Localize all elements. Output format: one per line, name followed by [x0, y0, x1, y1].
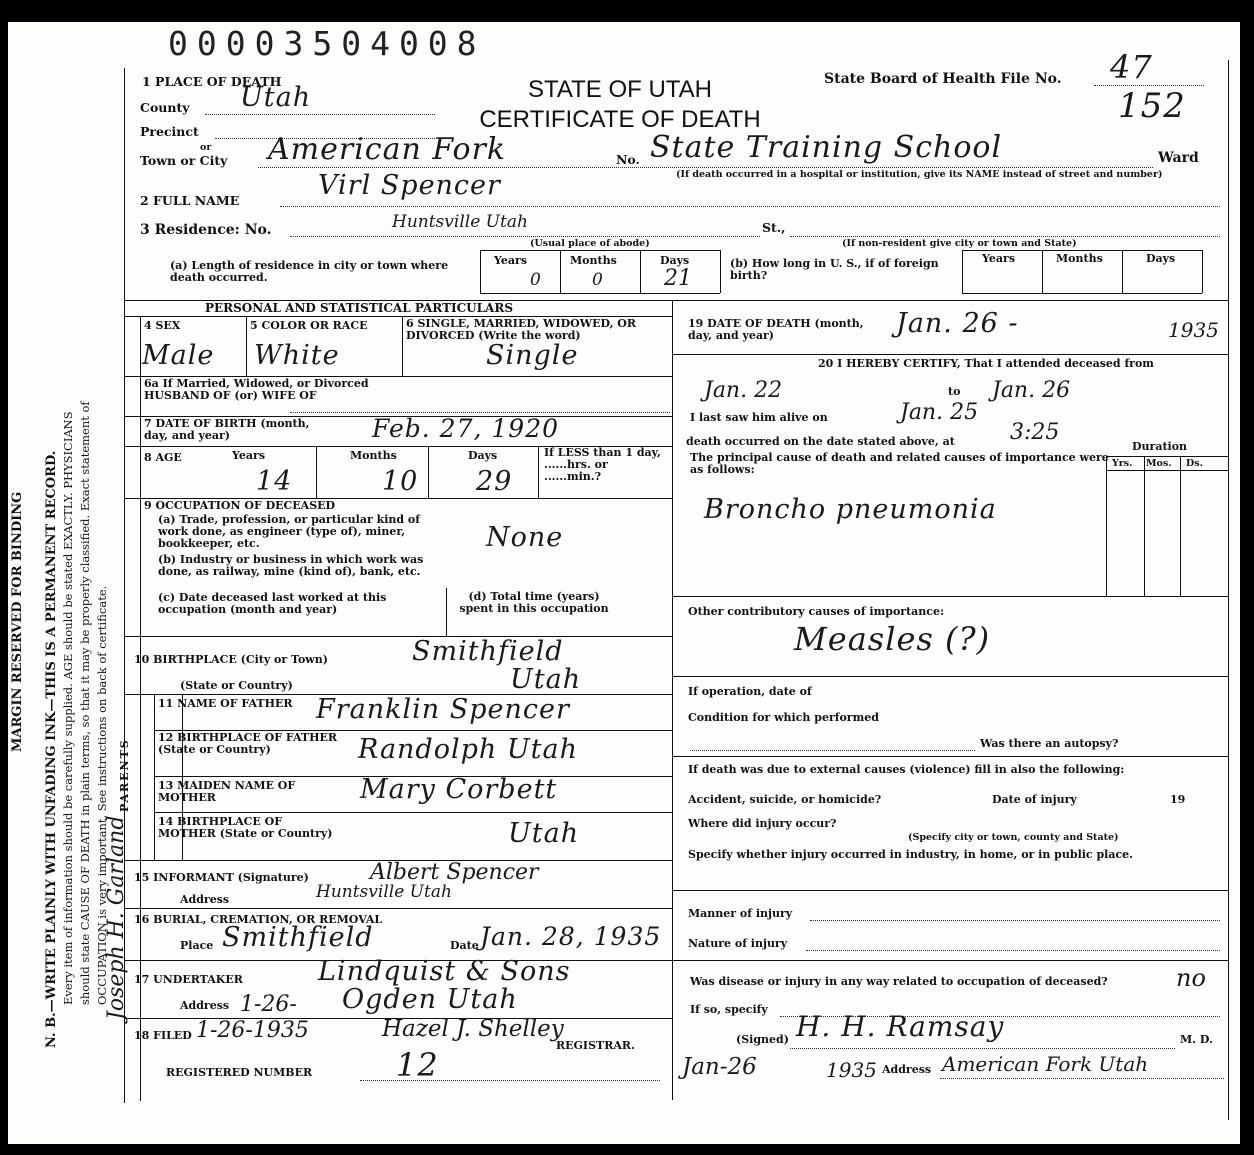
title-state: STATE OF UTAH	[528, 76, 712, 103]
residence-value: Huntsville Utah	[392, 212, 528, 232]
mother-birthplace-value: Utah	[508, 818, 580, 849]
birthplace-state-value: Utah	[510, 664, 582, 695]
registrar-signature: Hazel J. Shelley	[382, 1016, 564, 1042]
cause-value: Broncho pneumonia	[704, 494, 997, 525]
md-label: M. D.	[1180, 1033, 1213, 1046]
duration-mos-label: Mos.	[1146, 458, 1172, 469]
length-residence-label: (a) Length of residence in city or town where death occurred.	[170, 259, 449, 284]
undertaker-address-label: Address	[180, 999, 230, 1012]
hospital-note: (If death occurred in a hospital or institution, give its NAME instead of street and number)	[676, 169, 1163, 180]
filed-value: 1-26-1935	[196, 1018, 309, 1043]
registered-number-label: REGISTERED NUMBER	[166, 1066, 313, 1079]
attended-from-value: Jan. 22	[704, 378, 783, 403]
duration-label: Duration	[1132, 440, 1188, 453]
full-name-value: Virl Spencer	[318, 170, 501, 201]
birthplace-label: 10 BIRTHPLACE (City or Town)	[134, 653, 328, 666]
injury-place-label: Specify whether injury occurred in industry, in home, or in public place.	[688, 848, 1133, 861]
signature-address-value: American Fork Utah	[942, 1052, 1149, 1076]
us-years-label: Years	[982, 252, 1016, 265]
margin-note-line1: N. B.—WRITE PLAINLY WITH UNFADING INK—THIS IS A PERMANENT RECORD.	[44, 450, 59, 1048]
street-label: St.,	[762, 220, 786, 235]
undertaker-address-value: Ogden Utah	[342, 984, 518, 1015]
dob-label: 7 DATE OF BIRTH (month, day, and year)	[144, 417, 310, 442]
burial-date-value: Jan. 28, 1935	[480, 922, 662, 951]
accident-label: Accident, suicide, or homicide?	[688, 793, 882, 806]
res-days-value: 21	[664, 266, 692, 291]
informant-value: Albert Spencer	[370, 860, 539, 885]
occupation-d-label: (d) Total time (years) spent in this occupation	[459, 590, 609, 615]
date-of-death-year: 1935	[1168, 318, 1219, 342]
file-no-label: State Board of Health File No.	[824, 71, 1062, 87]
precinct-label: Precinct	[140, 124, 199, 139]
town-label: Town or City	[140, 153, 228, 168]
nature-label: Nature of injury	[688, 937, 788, 950]
usual-abode-note: (Usual place of abode)	[530, 238, 650, 249]
age-days-value: 29	[476, 466, 513, 497]
us-days-label: Days	[1146, 252, 1176, 265]
no-label: No.	[616, 152, 640, 167]
undertaker-address-date: 1-26-	[240, 992, 297, 1017]
town-value: American Fork	[268, 132, 507, 167]
condition-label: Condition for which performed	[688, 711, 879, 724]
occupation-c-label: (c) Date deceased last worked at this occupation (month and year)	[158, 591, 387, 616]
specify-location-note: (Specify city or town, county and State)	[908, 832, 1119, 843]
sex-value: Male	[142, 340, 215, 371]
occupation-a-label: (a) Trade, profession, or particular kind of work done, as engineer (type of), miner, bookkeeper, etc.	[158, 513, 420, 550]
mother-birthplace-label: 14 BIRTHPLACE OF MOTHER (State or Country)	[158, 815, 333, 840]
filed-label: 18 FILED	[134, 1029, 192, 1042]
signature-year: 1935	[826, 1058, 877, 1082]
margin-note-line3: should state CAUSE OF DEATH in plain terms, so that it may be properly classified. Exact statement of	[78, 401, 92, 1005]
attended-to-label: to	[948, 385, 961, 398]
father-birthplace-value: Randolph Utah	[358, 734, 578, 765]
occupation-label: 9 OCCUPATION OF DECEASED	[144, 499, 336, 512]
duration-ds-label: Ds.	[1186, 458, 1203, 469]
contributory-label: Other contributory causes of importance:	[688, 605, 945, 618]
mother-value: Mary Corbett	[360, 774, 558, 805]
ward-label: Ward	[1158, 150, 1199, 166]
res-years-value: 0	[530, 270, 541, 290]
marital-value: Single	[486, 340, 579, 371]
injury-date-label: Date of injury	[992, 793, 1077, 806]
external-causes-label: If death was due to external causes (violence) fill in also the following:	[688, 763, 1125, 776]
mother-label: 13 MAIDEN NAME OF MOTHER	[158, 779, 296, 804]
death-time-value: 3:25	[1010, 420, 1060, 445]
occupation-related-value: no	[1176, 964, 1206, 992]
father-birthplace-label: 12 BIRTHPLACE OF FATHER (State or Country)	[158, 731, 338, 756]
parents-label: PARENTS	[118, 738, 131, 812]
cause-label: The principal cause of death and related causes of importance were as follows:	[690, 451, 1109, 476]
frame-right	[1228, 60, 1229, 1120]
injury-year-prefix: 19	[1170, 793, 1186, 806]
color-value: White	[254, 340, 340, 371]
serial-number: 00003504008	[168, 24, 486, 63]
res-days-label: Days	[660, 254, 690, 267]
or-label: or	[200, 142, 212, 153]
margin-note-line2: Every item of information should be carefully supplied. AGE should be stated EXACTLY. PHYSICIANS	[61, 411, 75, 1005]
margin-note-line4: OCCUPATION is very important. See instructions on back of certificate.	[95, 585, 109, 1005]
registrar-label: REGISTRAR.	[556, 1039, 635, 1052]
death-occurred-label: death occurred on the date stated above, at	[686, 435, 955, 448]
nonresident-note: (If non-resident give city or town and State)	[842, 238, 1077, 249]
informant-address-label: Address	[180, 893, 230, 906]
sex-label: 4 SEX	[144, 319, 181, 332]
marital-label: 6 SINGLE, MARRIED, WIDOWED, OR DIVORCED (Write the word)	[406, 317, 637, 342]
institution-value: State Training School	[650, 130, 1003, 165]
res-months-value: 0	[592, 270, 603, 290]
burial-place-label: Place	[180, 939, 214, 952]
age-days-label: Days	[468, 449, 498, 462]
attended-to-value: Jan. 26	[992, 378, 1071, 403]
spouse-label: 6a If Married, Widowed, or Divorced HUSBAND OF (or) WIFE OF	[144, 377, 369, 402]
manner-label: Manner of injury	[688, 907, 793, 920]
age-months-label: Months	[350, 449, 397, 462]
signed-label: (Signed)	[736, 1033, 789, 1046]
father-label: 11 NAME OF FATHER	[158, 697, 293, 710]
signature-address-label: Address	[882, 1063, 932, 1076]
less-than-label: If LESS than 1 day, ......hrs. or ......min.?	[544, 446, 661, 483]
age-years-label: Years	[232, 449, 266, 462]
file-no-top: 47	[1110, 48, 1153, 86]
occupation-b-label: (b) Industry or business in which work was done, as railway, mine (kind of), bank, etc.	[158, 553, 424, 578]
column-divider	[672, 300, 673, 1100]
burial-place-value: Smithfield	[222, 922, 374, 953]
us-length-label: (b) How long in U. S., if of foreign birth?	[730, 257, 939, 282]
margin-signature: Joseph H. Garland	[104, 815, 129, 1020]
occupation-related-label: Was disease or injury in any way related to occupation of deceased?	[690, 975, 1108, 988]
margin-binding-text: MARGIN RESERVED FOR BINDING	[10, 491, 25, 752]
county-label: County	[140, 100, 190, 115]
birthplace-city-value: Smithfield	[412, 636, 564, 667]
undertaker-label: 17 UNDERTAKER	[134, 973, 243, 986]
age-months-value: 10	[382, 466, 419, 497]
informant-address-value: Huntsville Utah	[316, 882, 452, 902]
res-years-label: Years	[494, 254, 528, 267]
date-of-death-value: Jan. 26 -	[896, 308, 1019, 339]
birthplace-state-label: (State or Country)	[180, 679, 293, 692]
undertaker-value: Lindquist & Sons	[318, 956, 571, 987]
signature-date: Jan-26	[682, 1054, 757, 1080]
operation-label: If operation, date of	[688, 685, 812, 698]
color-label: 5 COLOR OR RACE	[250, 319, 368, 332]
duration-yrs-label: Yrs.	[1112, 458, 1133, 469]
res-months-label: Months	[570, 254, 617, 267]
if-so-label: If so, specify	[690, 1003, 768, 1016]
frame-left	[124, 68, 125, 1103]
last-saw-value: Jan. 25	[900, 400, 979, 425]
date-of-death-label: 19 DATE OF DEATH (month, day, and year)	[688, 317, 864, 342]
last-saw-label: I last saw him alive on	[690, 411, 828, 424]
registered-number-value: 12	[396, 1046, 439, 1084]
county-value: Utah	[240, 82, 312, 113]
physician-signature: H. H. Ramsay	[796, 1010, 1005, 1043]
dob-value: Feb. 27, 1920	[372, 414, 559, 443]
occupation-a-value: None	[486, 522, 564, 553]
personal-header: PERSONAL AND STATISTICAL PARTICULARS	[205, 301, 514, 315]
father-value: Franklin Spencer	[316, 694, 570, 725]
certify-label: 20 I HEREBY CERTIFY, That I attended deceased from	[818, 357, 1154, 370]
informant-label: 15 INFORMANT (Signature)	[134, 871, 309, 884]
residence-label: 3 Residence: No.	[140, 222, 272, 238]
title-certificate: CERTIFICATE OF DEATH	[479, 106, 761, 133]
file-no-bottom: 152	[1118, 86, 1186, 126]
autopsy-label: Was there an autopsy?	[980, 737, 1119, 750]
full-name-label: 2 FULL NAME	[140, 193, 240, 208]
burial-date-label: Date	[450, 939, 479, 952]
place-of-death-label: 1 PLACE OF DEATH	[142, 74, 282, 89]
contributory-value: Measles (?)	[794, 620, 991, 658]
age-years-value: 14	[256, 466, 293, 497]
age-label: 8 AGE	[144, 451, 182, 464]
where-injury-label: Where did injury occur?	[688, 817, 837, 830]
burial-label: 16 BURIAL, CREMATION, OR REMOVAL	[134, 913, 383, 926]
us-months-label: Months	[1056, 252, 1103, 265]
